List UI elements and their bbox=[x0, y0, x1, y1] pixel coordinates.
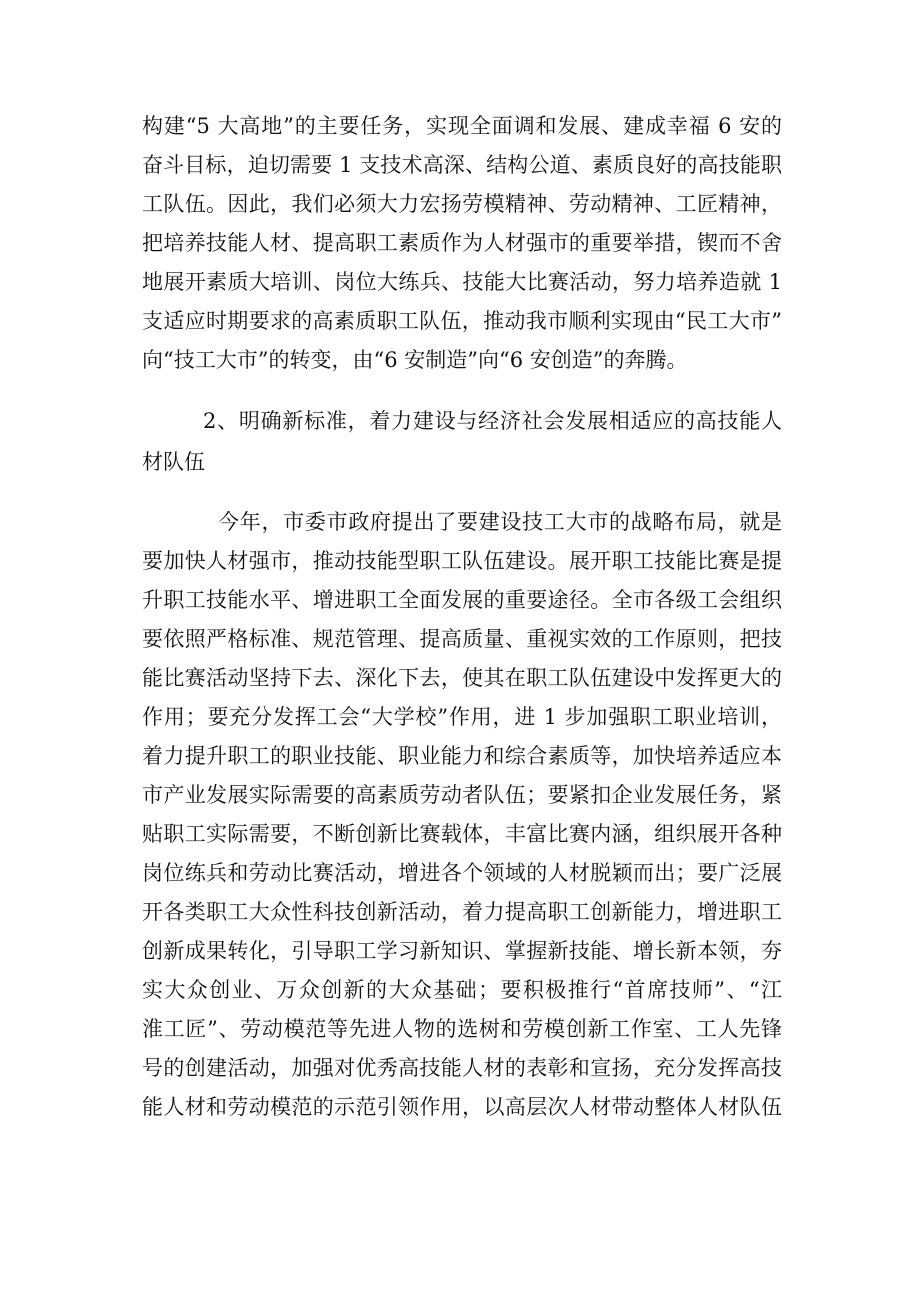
paragraph-1-line-3: 工队伍。因此，我们必须大力宏扬劳模精神、劳动精神、工匠精神， bbox=[142, 192, 782, 216]
paragraph-1-line-5: 地展开素质大培训、岗位大练兵、技能大比赛活动，努力培养造就 1 bbox=[142, 270, 782, 294]
paragraph-3-line-15: 号的创建活动，加强对优秀高技能人材的表彰和宣扬，充分发挥高技 bbox=[142, 1056, 782, 1080]
paragraph-3-line-1: 今年，市委市政府提出了要建设技工大市的战略布局，就是 bbox=[218, 510, 782, 534]
paragraph-3-line-3: 升职工技能水平、增进职工全面发展的重要途径。全市各级工会组织 bbox=[142, 588, 782, 612]
paragraph-3-line-2: 要加快人材强市，推动技能型职工队伍建设。展开职工技能比赛是提 bbox=[142, 549, 782, 573]
paragraph-1-line-6: 支适应时期要求的高素质职工队伍，推动我市顺利实现由“民工大市” bbox=[142, 309, 782, 333]
paragraph-3-line-8: 市产业发展实际需要的高素质劳动者队伍；要紧扣企业发展任务，紧 bbox=[142, 783, 782, 807]
paragraph-1-line-7: 向“技工大市”的转变，由“6 安制造”向“6 安创造”的奔腾。 bbox=[142, 348, 688, 372]
paragraph-3-line-5: 能比赛活动坚持下去、深化下去，使其在职工队伍建设中发挥更大的 bbox=[142, 666, 782, 690]
section-heading-line-2: 材队伍 bbox=[142, 450, 205, 474]
paragraph-3-line-13: 实大众创业、万众创新的大众基础；要积极推行“首席技师”、“江 bbox=[142, 978, 782, 1002]
paragraph-3-line-6: 作用；要充分发挥工会“大学校”作用，进 1 步加强职工职业培训， bbox=[142, 705, 782, 729]
paragraph-1-line-2: 奋斗目标，迫切需要 1 支技术高深、结构公道、素质良好的高技能职 bbox=[142, 153, 782, 177]
paragraph-3-line-16: 能人材和劳动模范的示范引领作用，以高层次人材带动整体人材队伍 bbox=[142, 1095, 782, 1119]
paragraph-3-line-12: 创新成果转化，引导职工学习新知识、掌握新技能、增长新本领，夯 bbox=[142, 939, 782, 963]
paragraph-1-line-1: 构建“5 大高地”的主要任务，实现全面调和发展、建成幸福 6 安的 bbox=[142, 114, 782, 138]
paragraph-3-line-4: 要依照严格标准、规范管理、提高质量、重视实效的工作原则，把技 bbox=[142, 627, 782, 651]
paragraph-1-line-4: 把培养技能人材、提高职工素质作为人材强市的重要举措，锲而不舍 bbox=[142, 231, 782, 255]
paragraph-3-line-14: 淮工匠”、劳动模范等先进人物的选树和劳模创新工作室、工人先锋 bbox=[142, 1017, 782, 1041]
paragraph-3-line-11: 开各类职工大众性科技创新活动，着力提高职工创新能力，增进职工 bbox=[142, 900, 782, 924]
paragraph-3-line-7: 着力提升职工的职业技能、职业能力和综合素质等，加快培养适应本 bbox=[142, 744, 782, 768]
paragraph-3-line-10: 岗位练兵和劳动比赛活动，增进各个领域的人材脱颖而出；要广泛展 bbox=[142, 861, 782, 885]
section-heading-line-1: 2、明确新标准，着力建设与经济社会发展相适应的高技能人 bbox=[203, 409, 782, 433]
paragraph-3-line-9: 贴职工实际需要，不断创新比赛载体，丰富比赛内涵，组织展开各种 bbox=[142, 822, 782, 846]
